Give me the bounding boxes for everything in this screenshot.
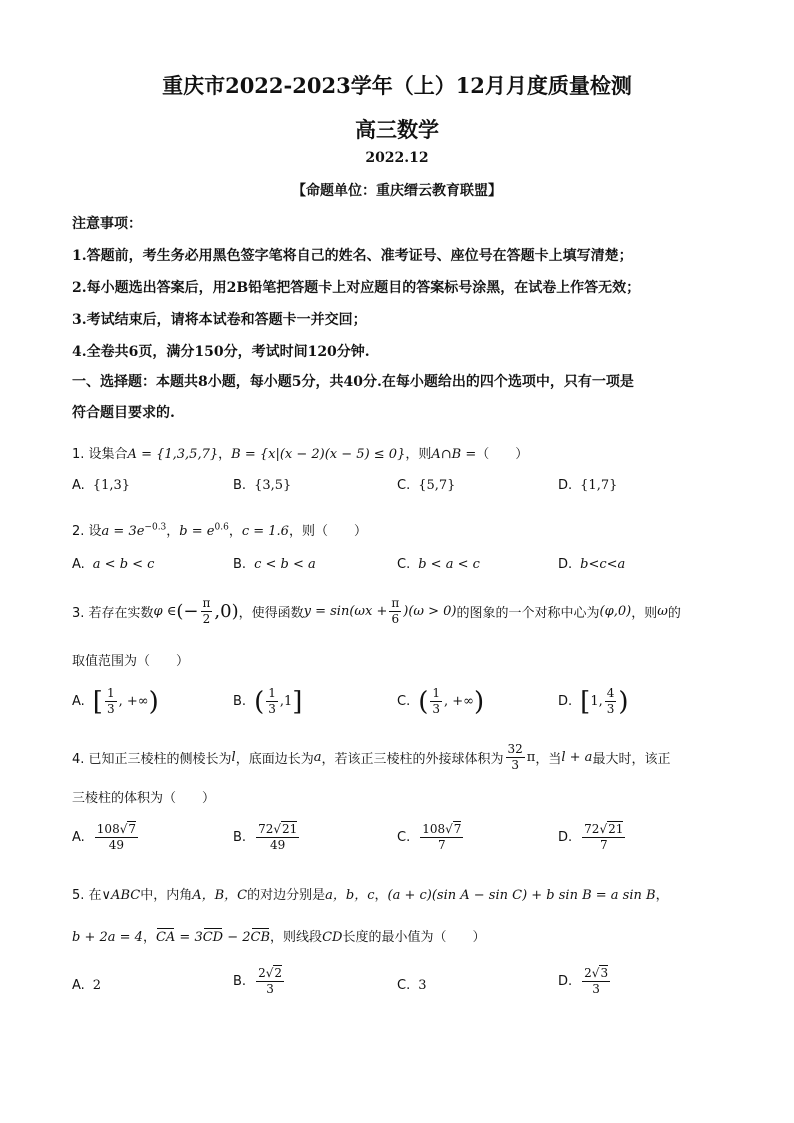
frac-den: 3 <box>606 702 615 716</box>
fraction <box>430 686 442 717</box>
q4-option-c[interactable] <box>397 822 465 853</box>
frac-coef: 108 <box>422 822 446 836</box>
exam-date: 2022.12 <box>365 150 429 166</box>
option-text: a < b < c <box>92 557 155 572</box>
q3-tail2: ，则 <box>631 606 658 621</box>
q3-option-b[interactable] <box>233 686 302 717</box>
q4-l: l <box>231 750 236 765</box>
q3-option-a[interactable] <box>72 686 159 717</box>
option-label: A. <box>72 478 85 493</box>
option-text: b<c<a <box>580 557 626 572</box>
q5-tail2: 长度的最小值为（ ） <box>342 930 486 945</box>
q1-option-b[interactable] <box>233 478 291 493</box>
q3-interval-open: (− <box>176 601 199 622</box>
frac-num: π <box>202 596 211 610</box>
bracket: ] <box>292 686 303 717</box>
q4-option-d[interactable] <box>558 822 627 853</box>
q4-expr: l + a <box>561 750 593 765</box>
q2-a: a = 3e <box>101 524 145 539</box>
q3-prefix: 3. 若存在实数 <box>72 606 154 621</box>
option-text: {5,7} <box>418 478 456 493</box>
q3-tail: 的图象的一个对称中心为 <box>456 606 600 621</box>
q3-omega: ω <box>657 604 668 619</box>
q4-option-b[interactable] <box>233 822 301 853</box>
frac-num: 4 <box>606 686 615 700</box>
q5-equation-1: (a + c)(sin A − sin C) + b sin B = a sin B <box>387 888 656 903</box>
q5-option-c[interactable] <box>397 978 427 993</box>
option-label: B. <box>233 830 247 845</box>
frac-num: π <box>391 596 400 610</box>
q5-comma: ， <box>374 888 388 903</box>
q3-cond: (ω > 0) <box>408 604 457 619</box>
option-text: ,1 <box>279 694 293 709</box>
option-text: {1,7} <box>580 478 618 493</box>
q3-phi: φ ∈ <box>153 604 177 619</box>
bracket: ( <box>418 686 429 717</box>
frac-radicand: 2 <box>274 966 282 980</box>
q3-func-close: ) <box>403 604 409 619</box>
frac-den: 3 <box>592 982 600 996</box>
q5-eq-part: = 3 <box>175 930 203 945</box>
option-label: D. <box>558 478 573 493</box>
bracket: ) <box>618 686 629 717</box>
q3-pi-sixth <box>389 596 401 627</box>
q1-paren: （ ） <box>476 447 529 462</box>
option-label: D. <box>558 974 573 989</box>
frac-radicand: 21 <box>282 822 298 836</box>
option-label: C. <box>397 694 411 709</box>
q2-prefix: 2. 设 <box>72 524 102 539</box>
q5-angles: A，B，C <box>192 888 248 903</box>
fraction: $\frac{2√2}{3}$ <box>258 966 282 996</box>
fraction <box>105 686 117 717</box>
option-text: c < b < a <box>254 557 316 572</box>
frac-radicand: 7 <box>128 822 136 836</box>
section-heading-line2: 符合题目要求的. <box>72 405 175 421</box>
frac-den: 3 <box>106 702 115 716</box>
frac-num: 1 <box>432 686 441 700</box>
q2-sep: ， <box>228 524 242 539</box>
q3-interval-close: ,0) <box>214 601 239 622</box>
frac-coef: 108 <box>96 822 120 836</box>
q2-option-d[interactable] <box>558 557 625 572</box>
option-label: B. <box>233 694 247 709</box>
frac-coef: 2 <box>258 966 266 980</box>
bracket: ) <box>474 686 485 717</box>
frac-num: 1 <box>106 686 115 700</box>
frac-radicand: 21 <box>608 822 624 836</box>
q2-option-c[interactable] <box>397 557 480 572</box>
frac-num: 1 <box>268 686 276 700</box>
q3-pi-half <box>201 596 213 627</box>
q3-option-d[interactable] <box>558 686 629 717</box>
fraction: $\frac{2√3}{3}$ <box>584 966 609 996</box>
q5-comma: ， <box>142 930 156 945</box>
q2-tail: ，则（ ） <box>288 524 367 539</box>
option-label: A. <box>72 978 85 993</box>
option-label: B. <box>233 478 247 493</box>
q4-volume-fraction <box>506 742 525 773</box>
frac-coef: 72 <box>258 822 274 836</box>
q4-prefix: 4. 已知正三棱柱的侧棱长为 <box>72 752 232 767</box>
q1-prefix: 1. 设集合 <box>72 447 128 462</box>
option-label: A. <box>72 830 85 845</box>
option-label: B. <box>233 974 247 989</box>
q5-vector-cd: CD <box>202 930 224 945</box>
option-label: D. <box>558 557 573 572</box>
q5-mid1: 中，内角 <box>140 888 193 903</box>
frac-num: 32 <box>507 742 523 756</box>
q2-b-exp: 0.6 <box>214 522 229 533</box>
option-text: 3 <box>418 978 427 993</box>
frac-den: 49 <box>270 838 286 852</box>
q1-option-c[interactable] <box>397 478 455 493</box>
question-3-line2: 取值范围为（ ） <box>72 654 190 669</box>
q1-tail: ，则 <box>405 447 432 462</box>
section-heading-line1: 一、选择题：本题共8小题，每小题5分，共40分.在每小题给出的四个选项中，只有一项是 <box>72 374 634 390</box>
bracket: ( <box>254 686 265 717</box>
question-4-stem <box>72 742 670 773</box>
option-label: C. <box>397 557 411 572</box>
q5-triangle: ∨ABC <box>101 888 141 903</box>
frac-den: 6 <box>391 612 400 626</box>
q3-tail3: 的 <box>667 606 681 621</box>
q5-equation-2: b + 2a = 4 <box>72 930 143 945</box>
q2-b: b = e <box>179 524 215 539</box>
frac-radicand: 3 <box>600 966 609 980</box>
option-label: A. <box>72 694 85 709</box>
option-label: C. <box>397 478 411 493</box>
q5-option-b[interactable] <box>233 966 286 997</box>
option-text: {3,5} <box>254 478 292 493</box>
q4-mid3: ，当 <box>535 752 562 767</box>
q5-eq-part: − 2 <box>223 930 251 945</box>
question-5-stem <box>72 884 669 903</box>
option-label: C. <box>397 978 411 993</box>
q1-option-d[interactable] <box>558 478 617 493</box>
frac-den: 2 <box>202 612 211 626</box>
exam-title: 重庆市2022-2023学年（上）12月月度质量检测 <box>162 73 632 98</box>
q4-mid4: 最大时，该正 <box>592 752 671 767</box>
exam-unit: 【命题单位：重庆缙云教育联盟】 <box>292 183 502 199</box>
frac-coef: 2 <box>584 966 592 980</box>
exam-subject: 高三数学 <box>355 117 439 142</box>
fraction: $\frac{108√7}{7}$ <box>422 822 462 852</box>
q5-vector-cb: CB <box>250 930 271 945</box>
q2-c: c = 1.6 <box>241 524 289 539</box>
q4-mid1: ，底面边长为 <box>235 752 314 767</box>
fraction: $\frac{72√21}{49}$ <box>258 822 298 852</box>
fraction: $\frac{108√7}{49}$ <box>96 822 136 852</box>
frac-den: 3 <box>511 758 519 772</box>
question-4-line2: 三棱柱的体积为（ ） <box>72 791 216 806</box>
bracket: [ <box>580 686 591 717</box>
frac-den: 3 <box>266 982 274 996</box>
option-label: B. <box>233 557 247 572</box>
frac-coef: 72 <box>584 822 600 836</box>
question-5-line2 <box>72 926 485 945</box>
q5-mid2: 的对边分别是 <box>247 888 326 903</box>
frac-den: 3 <box>268 702 276 716</box>
frac-den: 3 <box>432 702 441 716</box>
q3-mid: ，使得函数 <box>238 606 304 621</box>
option-label: D. <box>558 694 573 709</box>
q3-func: y = sin(ωx + <box>303 604 388 619</box>
option-label: C. <box>397 830 411 845</box>
question-3-stem <box>72 596 681 627</box>
option-label: D. <box>558 830 573 845</box>
q1-set-a: A = {1,3,5,7} <box>127 447 219 462</box>
option-text: , +∞ <box>118 694 149 709</box>
q2-sep: ， <box>166 524 180 539</box>
notice-heading: 注意事项： <box>72 216 142 232</box>
q5-comma: ， <box>655 888 669 903</box>
frac-radicand: 7 <box>453 822 462 836</box>
option-label: A. <box>72 557 85 572</box>
q4-option-a[interactable] <box>72 822 140 853</box>
q1-expr: A∩B = <box>431 447 477 462</box>
q2-option-b[interactable] <box>233 557 316 572</box>
q5-sides: a，b，c <box>325 888 375 903</box>
question-1-stem <box>72 443 528 462</box>
frac-den: 7 <box>438 838 446 852</box>
fraction: $\frac{72√21}{7}$ <box>584 822 624 852</box>
option-text: 1, <box>590 694 603 709</box>
notice-item-4: 4.全卷共6页，满分150分，考试时间120分钟. <box>72 344 370 360</box>
option-text: {1,3} <box>92 478 131 493</box>
q3-center: (φ,0) <box>599 604 632 619</box>
q1-set-b: B = {x|(x − 2)(x − 5) ≤ 0} <box>231 447 406 462</box>
q3-option-c[interactable] <box>397 686 484 717</box>
q5-prefix: 5. 在 <box>72 888 102 903</box>
bracket: ) <box>148 686 159 717</box>
notice-item-3: 3.考试结束后，请将本试卷和答题卡一并交回； <box>72 312 367 328</box>
notice-item-1: 1.答题前，考生务必用黑色签字笔将自己的姓名、准考证号、座位号在答题卡上填写清楚； <box>72 248 633 264</box>
q5-option-a[interactable] <box>72 978 101 993</box>
q1-option-a[interactable] <box>72 478 130 493</box>
q4-pi: π <box>526 750 536 765</box>
q5-vector-ca: CA <box>155 930 176 945</box>
q2-option-a[interactable] <box>72 557 154 572</box>
q1-comma: ， <box>218 447 232 462</box>
q4-mid2: ，若该正三棱柱的外接球体积为 <box>321 752 504 767</box>
q4-a: a <box>313 750 322 765</box>
question-2-stem <box>72 520 367 539</box>
option-text: b < a < c <box>418 557 480 572</box>
q2-a-exp: −0.3 <box>144 522 167 533</box>
notice-item-2: 2.每小题选出答案后，用2B铅笔把答题卡上对应题目的答案标号涂黑，在试卷上作答无效； <box>72 280 641 296</box>
fraction <box>266 686 278 717</box>
bracket: [ <box>92 686 103 717</box>
option-text: 2 <box>92 978 102 993</box>
option-text: , +∞ <box>444 694 475 709</box>
q5-tail: ，则线段 <box>270 930 323 945</box>
q5-cd: CD <box>322 930 343 945</box>
q5-option-d[interactable] <box>558 966 612 997</box>
frac-den: 49 <box>108 838 125 852</box>
fraction <box>605 686 617 717</box>
frac-den: 7 <box>599 838 608 852</box>
